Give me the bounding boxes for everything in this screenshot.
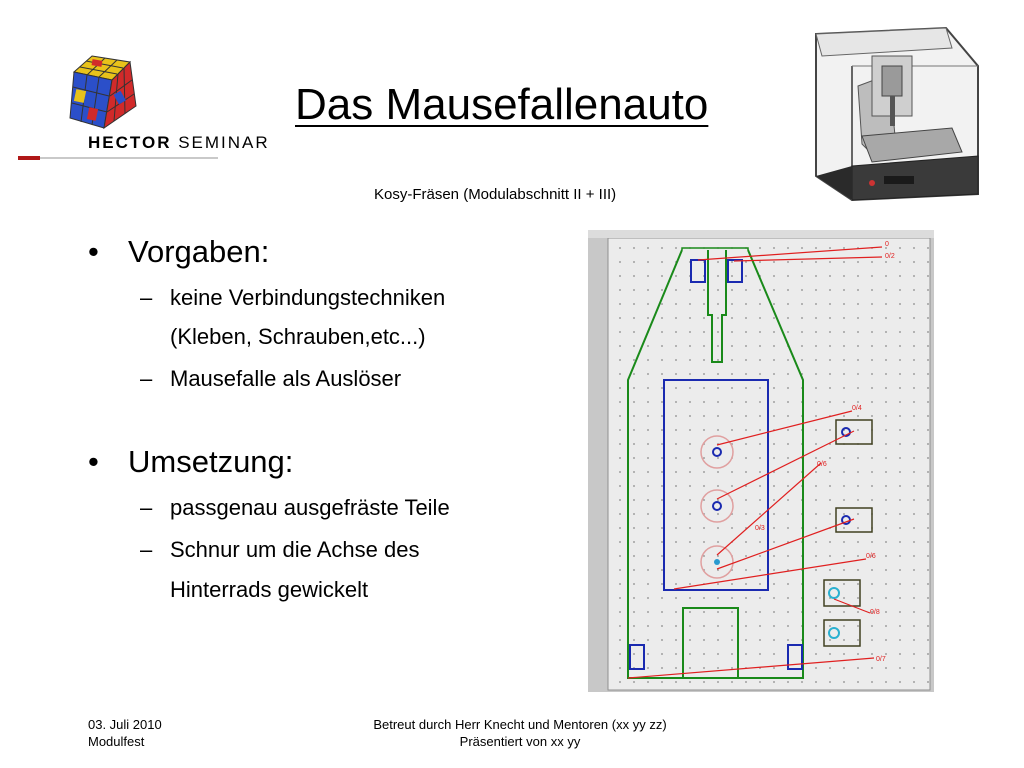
cad-label: 0/7 <box>876 656 886 663</box>
logo-divider <box>18 157 218 159</box>
cad-label: 0/2 <box>885 253 895 260</box>
logo-brand-rest: SEMINAR <box>171 133 270 152</box>
cad-label: 0/4 <box>852 405 862 412</box>
dash-glyph: – <box>140 285 153 310</box>
cad-milling-layout <box>588 230 934 692</box>
subitem-text: passgenau ausgefräste Teile <box>170 495 450 520</box>
bullet-umsetzung <box>88 444 293 480</box>
cad-label: 0/6 <box>817 461 827 468</box>
heading-vorgaben: Vorgaben: <box>128 234 270 269</box>
cad-label: 0/8 <box>870 609 880 616</box>
footer-center <box>320 716 720 750</box>
heading-umsetzung: Umsetzung: <box>128 444 294 479</box>
footer-event: Modulfest <box>88 734 145 749</box>
footer-left <box>88 716 162 750</box>
subitem-verbindungstechniken <box>140 285 445 311</box>
subitem-continuation: Hinterrads gewickelt <box>170 577 369 602</box>
subitem-text: Schnur um die Achse des <box>170 537 420 562</box>
cad-label: 0 <box>885 241 889 248</box>
bullet-glyph: • <box>88 234 99 269</box>
dash-glyph: – <box>140 537 153 562</box>
dash-glyph: – <box>140 366 153 391</box>
subitem-ausloeser <box>140 366 401 392</box>
slide-title: Das Mausefallenauto <box>295 80 709 129</box>
dash-glyph: – <box>140 495 153 520</box>
subitem-schnur <box>140 537 419 563</box>
subitem-text: keine Verbindungstechniken <box>170 285 446 310</box>
subitem-teile <box>140 495 450 521</box>
subitem-continuation: (Kleben, Schrauben,etc...) <box>170 324 426 349</box>
logo-accent-bar <box>18 156 40 160</box>
slide-subtitle: Kosy-Fräsen (Modulabschnitt II + III) <box>374 186 617 203</box>
footer-credit-1: Betreut durch Herr Knecht und Mentoren (xx yy zz) <box>373 717 667 732</box>
bullet-glyph: • <box>88 444 99 479</box>
bullet-vorgaben <box>88 234 269 270</box>
logo-wordmark <box>88 133 270 153</box>
logo-brand-bold: HECTOR <box>88 133 172 152</box>
subitem-text: Mausefalle als Auslöser <box>170 366 402 391</box>
cad-label: 0/6 <box>866 553 876 560</box>
footer-credit-2: Präsentiert von xx yy <box>459 734 581 749</box>
footer-date: 03. Juli 2010 <box>88 717 162 732</box>
milling-machine-image <box>812 26 980 202</box>
cad-label: 0/3 <box>755 525 765 532</box>
